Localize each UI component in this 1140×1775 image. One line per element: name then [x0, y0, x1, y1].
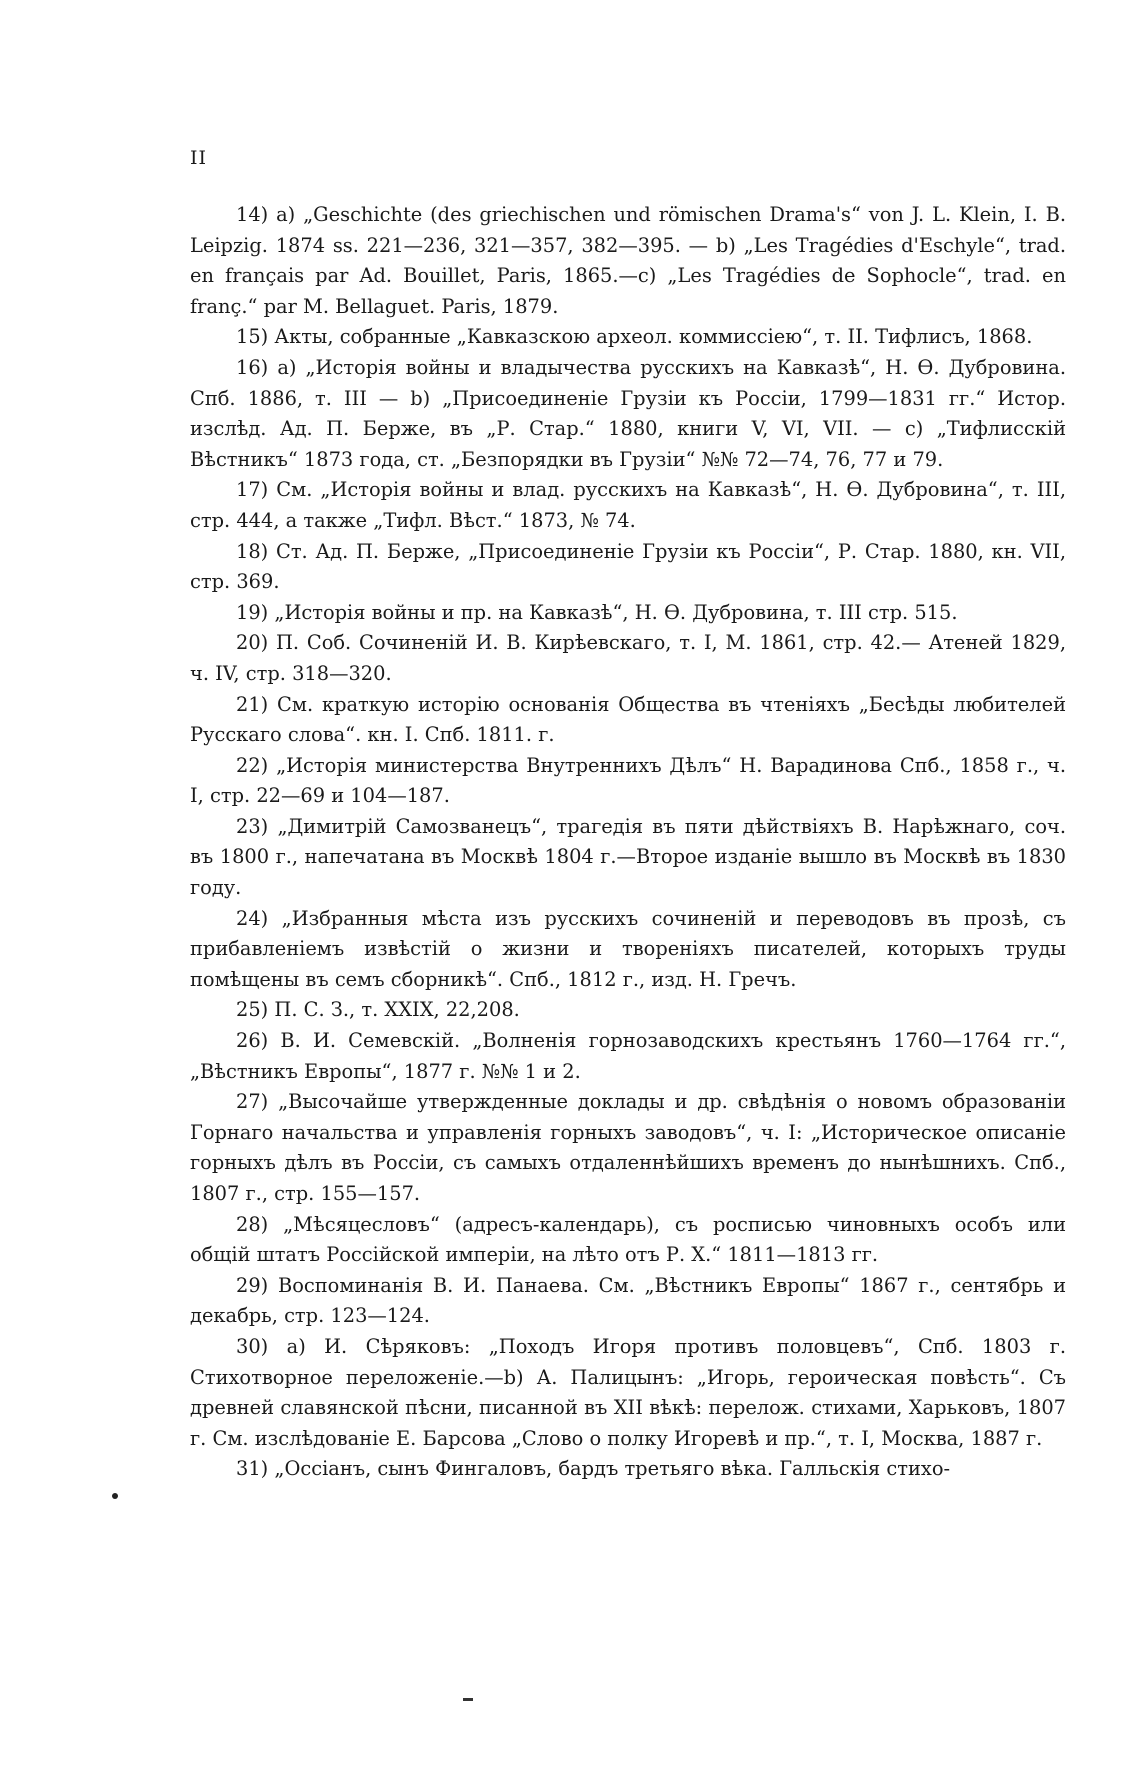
footnote-27: 27) „Высочайше утвержденные доклады и др. свѣдѣнія о новомъ образованіи Горнаго начальства и управленія горныхъ заводовъ“, ч. I: „Историческое описаніе горныхъ дѣлъ въ Россіи, съ самыхъ отдаленнѣйшихъ временъ до нынѣшнихъ. Спб., 1807 г., стр. 155—157.	[190, 1090, 1066, 1205]
footnote-23: 23) „Димитрій Самозванецъ“, трагедія въ пяти дѣйствіяхъ В. Нарѣжнаго, соч. въ 1800 г., напечатана въ Москвѣ 1804 г.—Второе изданіе вышло въ Москвѣ въ 1830 году.	[190, 814, 1066, 900]
footnote-17: 17) См. „Исторія войны и влад. русскихъ на Кавказѣ“, Н. Ѳ. Дубровина“, т. III, стр. 444, а также „Тифл. Вѣст.“ 1873, № 74.	[190, 478, 1066, 532]
footnotes-list	[190, 200, 1066, 1485]
page-number: II	[190, 147, 208, 169]
footnote-24: 24) „Избранныя мѣста изъ русскихъ сочиненій и переводовъ въ прозѣ, съ прибавленіемъ извѣстій о жизни и твореніяхъ писателей, которыхъ труды помѣщены въ семъ сборникѣ“. Спб., 1812 г., изд. Н. Гречъ.	[190, 906, 1066, 991]
ink-mark	[463, 1698, 473, 1701]
ink-speck	[112, 1493, 118, 1499]
footnote-18: 18) Ст. Ад. П. Берже, „Присоединеніе Грузіи къ Россіи“, Р. Стар. 1880, кн. VII, стр. 369.	[190, 539, 1066, 594]
footnote-21: 21) См. краткую исторію основанія Общества въ чтеніяхъ „Бесѣды любителей Русскаго слова“. кн. I. Спб. 1811. г.	[190, 692, 1066, 747]
footnote-15: 15) Акты, собранные „Кавказскою археол. коммиссіею“, т. II. Тифлисъ, 1868.	[236, 325, 1033, 349]
footnote-20: 20) П. Соб. Сочиненій И. В. Кирѣевскаго, т. I, М. 1861, стр. 42.— Атеней 1829, ч. IV, стр. 318—320.	[190, 631, 1066, 685]
footnote-19: 19) „Исторія войны и пр. на Кавказѣ“, Н. Ѳ. Дубровина, т. III стр. 515.	[236, 600, 958, 624]
footnote-26: 26) В. И. Семевскій. „Волненія горнозаводскихъ крестьянъ 1760—1764 гг.“, „Вѣстникъ Европы“, 1877 г. №№ 1 и 2.	[190, 1029, 1066, 1083]
footnote-16: 16) a) „Исторія войны и владычества русскихъ на Кавказѣ“, Н. Ѳ. Дубровина. Спб. 1886, т. III — b) „Присоединеніе Грузіи къ Россіи, 1799—1831 гг.“ Истор. изслѣд. Ад. П. Берже, въ „Р. Стар.“ 1880, книги V, VI, VII. — c) „Тифлисскій Вѣстникъ“ 1873 года, ст. „Безпорядки въ Грузіи“ №№ 72—74, 76, 77 и 79.	[190, 355, 1066, 471]
footnote-22: 22) „Исторія министерства Внутреннихъ Дѣлъ“ Н. Варадинова Спб., 1858 г., ч. I, стр. 22—69 и 104—187.	[190, 753, 1066, 808]
footnote-31: 31) „Оссіанъ, сынъ Фингаловъ, бардъ третьяго вѣка. Галльскія стихо-	[236, 1457, 951, 1481]
footnote-29: 29) Воспоминанія В. И. Панаева. См. „Вѣстникъ Европы“ 1867 г., сентябрь и декабрь, стр. 123—124.	[190, 1273, 1066, 1328]
footnote-14: 14) a) „Geschichte (des griechischen und römischen Drama's“ von J. L. Klein, I. B. Leipzig. 1874 ss. 221—236, 321—357, 382—395. — b) „Les Tragédies d'Eschyle“, trad. en français par Ad. Bouillet, Paris, 1865.—c) „Les Tragédies de Sophocle“, trad. en franç.“ par M. Bellaguet. Paris, 1879.	[190, 203, 1066, 318]
footnote-30: 30) a) И. Сѣряковъ: „Походъ Игоря противъ половцевъ“, Спб. 1803 г. Стихотворное переложеніе.—b) А. Палицынъ: „Игорь, героическая повѣсть“. Съ древней славянской пѣсни, писанной въ XII вѣкѣ: перелож. стихами, Харьковъ, 1807 г. См. изслѣдованіе Е. Барсова „Слово о полку Игоревѣ и пр.“, т. I, Москва, 1887 г.	[190, 1334, 1066, 1450]
footnote-25: 25) П. С. З., т. XXIX, 22,208.	[236, 998, 520, 1022]
footnote-28: 28) „Мѣсяцесловъ“ (адресъ-календарь), съ росписью чиновныхъ особъ или общій штатъ Россійской имперіи, на лѣто отъ Р. Х.“ 1811—1813 гг.	[190, 1212, 1066, 1267]
